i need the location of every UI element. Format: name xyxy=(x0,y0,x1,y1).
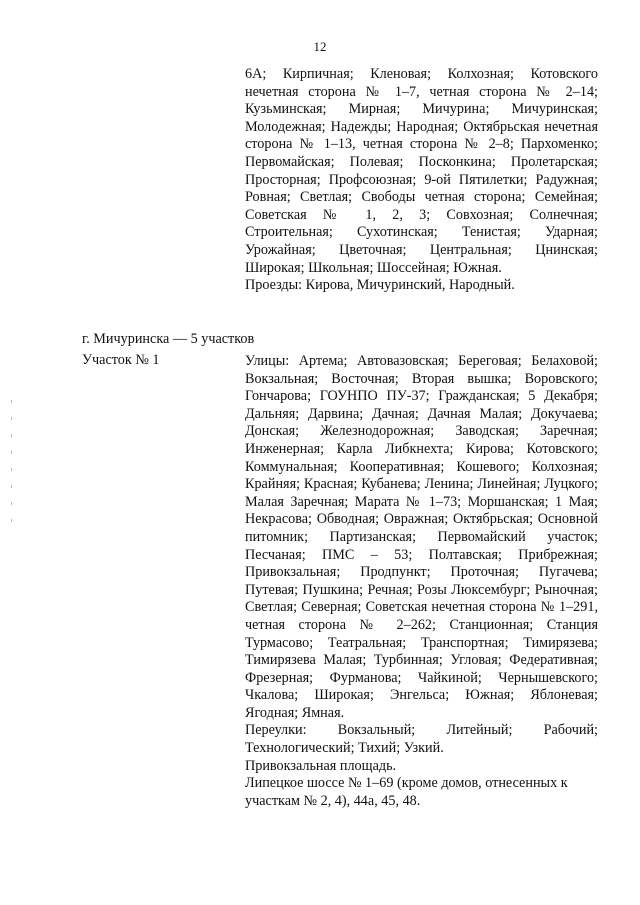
scan-specks xyxy=(10,400,14,590)
section-label: Участок № 1 xyxy=(82,352,160,368)
city-heading: г. Мичуринска — 5 участков xyxy=(82,331,255,347)
section-highway-text: Липецкое шоссе № 1–69 (кроме домов, отнесенных к участкам № 2, 4), 44а, 45, 48. xyxy=(245,775,568,809)
passages-text: Проезды: Кирова, Мичуринский, Народный. xyxy=(245,277,515,294)
streets-continued-text: 6А; Кирпичная; Кленовая; Колхозная; Котовского нечетная сторона № 1–7, четная сторона № 2–14; Кузьминская; Мирная; Мичурина; Мичуринская; Молодежная; Надежды; Народная; Октябрьская нечетная сторона № 1–13, четная сторона № 2–8; Пархоменко; Первомайская; Полевая; Посконкина; Пролетарская; Просторная; Профсоюзная; 9-ой Пятилетки; Радужная; Ровная; Светлая; Свободы четная сторона; Семейная; Советская № 1, 2, 3; Совхозная; Солнечная; Строительная; Сухотинская; Тенистая; Ударная; Урожайная; Цветочная; Центральная; Цнинская; Широкая; Школьная; Шоссейная; Южная. xyxy=(245,66,598,276)
section-square-text: Привокзальная площадь. xyxy=(245,757,397,774)
section-lanes-text: Переулки: Вокзальный; Литейный; Рабочий; Технологический; Тихий; Узкий. xyxy=(245,722,598,757)
section-streets-text: Улицы: Артема; Автовазовская; Береговая; Белаховой; Вокзальная; Восточная; Вторая вышка; Воровского; Гончарова; ГОУНПО ПУ-37; Гражданская; 5 Декабря; Дальняя; Дарвина; Дачная; Дачная Малая; Докучаева; Донская; Железнодорожная; Заводская; Заречная; Инженерная; Карла Либкнехта; Кирова; Котовского; Коммунальная; Кооперативная; Кошевого; Колхозная; Крайняя; Красная; Кубанева; Ленина; Линейная; Луцкого; Малая Заречная; Марата № 1–73; Моршанская; 1 Мая; Некрасова; Обводная; Овражная; Октябрьская; Основной питомник; Партизанская; Первомайский участок; Песчаная; ПМС – 53; Полтавская; Прибрежная; Привокзальная; Продпункт; Проточная; Пугачева; Путевая; Пушкина; Речная; Розы Люксембург; Рыночная; Светлая; Северная; Советская нечетная сторона № 1–291, четная сторона № 2–262; Станционная; Станция Турмасово; Театральная; Транспортная; Тимирязева; Тимирязева Малая; Турбинная; Угловая; Федеративная; Фрезерная; Фурманова; Чайкиной; Чернышевского; Чкалова; Широкая; Энгельса; Южная; Яблоневая; Ягодная; Ямная. xyxy=(245,353,598,721)
page-number: 12 xyxy=(313,39,327,54)
section-streets-block xyxy=(245,353,598,810)
streets-continued-block xyxy=(245,66,598,295)
